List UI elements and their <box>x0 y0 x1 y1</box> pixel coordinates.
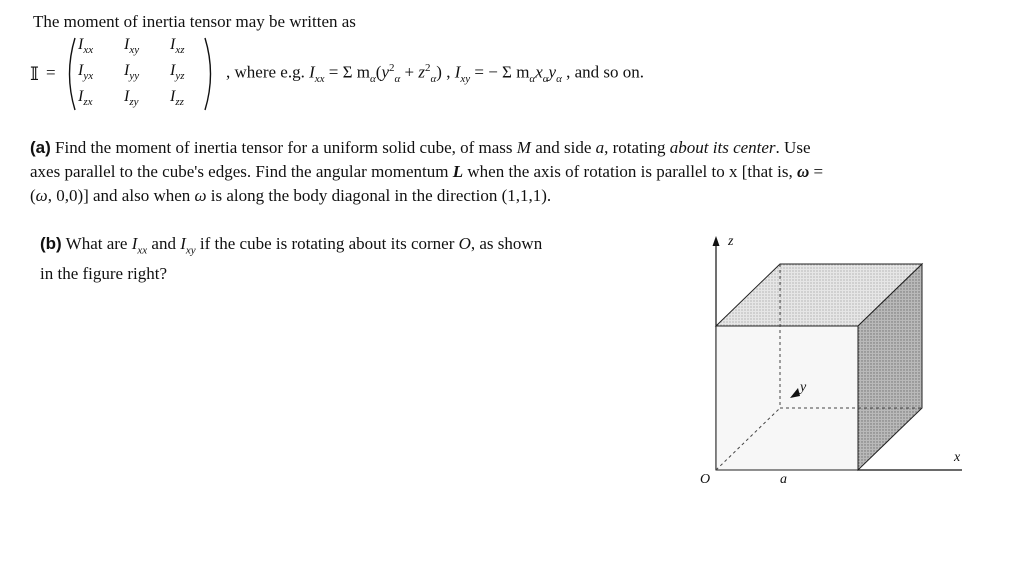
cube-diagram <box>690 228 980 498</box>
part-a-line-1: (a) Find the moment of inertia tensor for a uniform solid cube, of mass M and side a, rotating about its center. Use <box>30 138 811 157</box>
cell-yy: $I_{yy}$ <box>124 62 140 83</box>
cell-xx: $I_{xx}$ <box>78 36 94 57</box>
equals-sign: = <box>46 63 56 82</box>
origin-label: O <box>700 472 711 487</box>
cell-xz: $I_{xz}$ <box>170 36 185 57</box>
tensor-component-definitions: , where e.g. $I_{xx} = \Sigma$ $m_\alpha(y^2_\alpha + z^2_\alpha)$ , $I_{xy}$ = − Σ $m_\alpha x_\alpha y_\alpha$ , and so on. <box>226 62 645 86</box>
cell-zz: $I_{zz}$ <box>170 88 184 109</box>
z-axis-arrow-icon <box>713 236 720 246</box>
intro-text: The moment of inertia tensor may be written as <box>33 12 356 31</box>
part-a-label: (a) <box>30 138 51 157</box>
x-label: x <box>954 450 961 465</box>
part-a <box>30 136 990 208</box>
cube-front-face <box>716 326 858 470</box>
part-a-line-3: (ω, 0,0)] and also when ω is along the body diagonal in the direction (1,1,1). <box>30 186 552 205</box>
cell-zx: $I_{zx}$ <box>78 88 93 109</box>
part-b <box>40 232 680 286</box>
left-paren <box>62 36 78 112</box>
part-a-line-2: axes parallel to the cube's edges. Find the angular momentum L when the axis of rotation is parallel to x [that is, ω = <box>30 162 824 181</box>
cell-yz: $I_{yz}$ <box>170 62 185 83</box>
y-label: y <box>800 380 807 395</box>
cube-figure <box>690 228 980 498</box>
part-b-label: (b) <box>40 234 62 253</box>
side-length-label: a <box>780 472 787 487</box>
part-b-line-2: in the figure right? <box>40 264 167 284</box>
z-label: z <box>728 234 734 249</box>
inertia-tensor-definition <box>30 36 790 112</box>
cell-zy: $I_{zy}$ <box>124 88 139 109</box>
cell-xy: $I_{xy}$ <box>124 36 140 57</box>
right-paren <box>202 36 218 112</box>
tensor-symbol: 𝕀 <box>30 64 39 85</box>
cell-yx: $I_{yx}$ <box>78 62 94 83</box>
part-b-line-1: (b) What are $I_{xx}$ and $I_{xy}$ if the cube is rotating about its corner O, as shown <box>40 234 543 257</box>
